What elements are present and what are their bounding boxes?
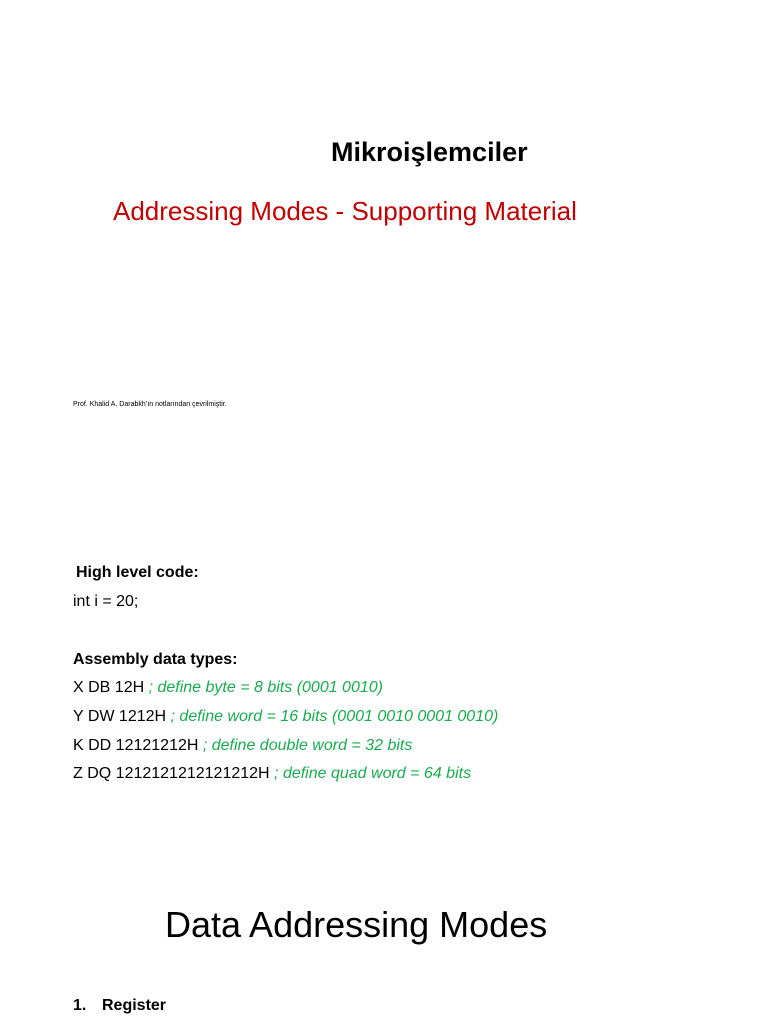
high-level-heading: High level code:: [76, 564, 199, 581]
list-item: [73, 997, 166, 1015]
list-item-label: Register: [102, 997, 167, 1014]
high-level-code: int i = 20;: [73, 593, 139, 610]
assembly-comment: ; define word = 16 bits (0001 0010 0001 0010): [170, 708, 499, 725]
assembly-code: X DB 12H: [73, 679, 149, 696]
assembly-code: Y DW 1212H: [73, 708, 171, 725]
assembly-line: [73, 679, 383, 697]
credit-note: Prof. Khalid A. Darabkh’ın notlarından çevrilmiştir.: [73, 401, 227, 408]
assembly-line: [73, 737, 412, 755]
assembly-comment: ; define quad word = 64 bits: [274, 765, 472, 782]
assembly-line: [73, 708, 498, 726]
assembly-code: Z DQ 1212121212121212H: [73, 765, 275, 782]
assembly-code: K DD 12121212H: [73, 737, 203, 754]
assembly-heading: Assembly data types:: [73, 651, 238, 668]
assembly-comment: ; define double word = 32 bits: [202, 737, 413, 754]
document-subtitle: Addressing Modes - Supporting Material: [113, 196, 577, 226]
assembly-line: [73, 765, 471, 783]
document-title: Mikroişlemciler: [331, 137, 528, 167]
assembly-comment: ; define byte = 8 bits (0001 0010): [148, 679, 383, 696]
section-heading: Data Addressing Modes: [165, 904, 548, 945]
list-item-number: 1.: [73, 997, 87, 1014]
